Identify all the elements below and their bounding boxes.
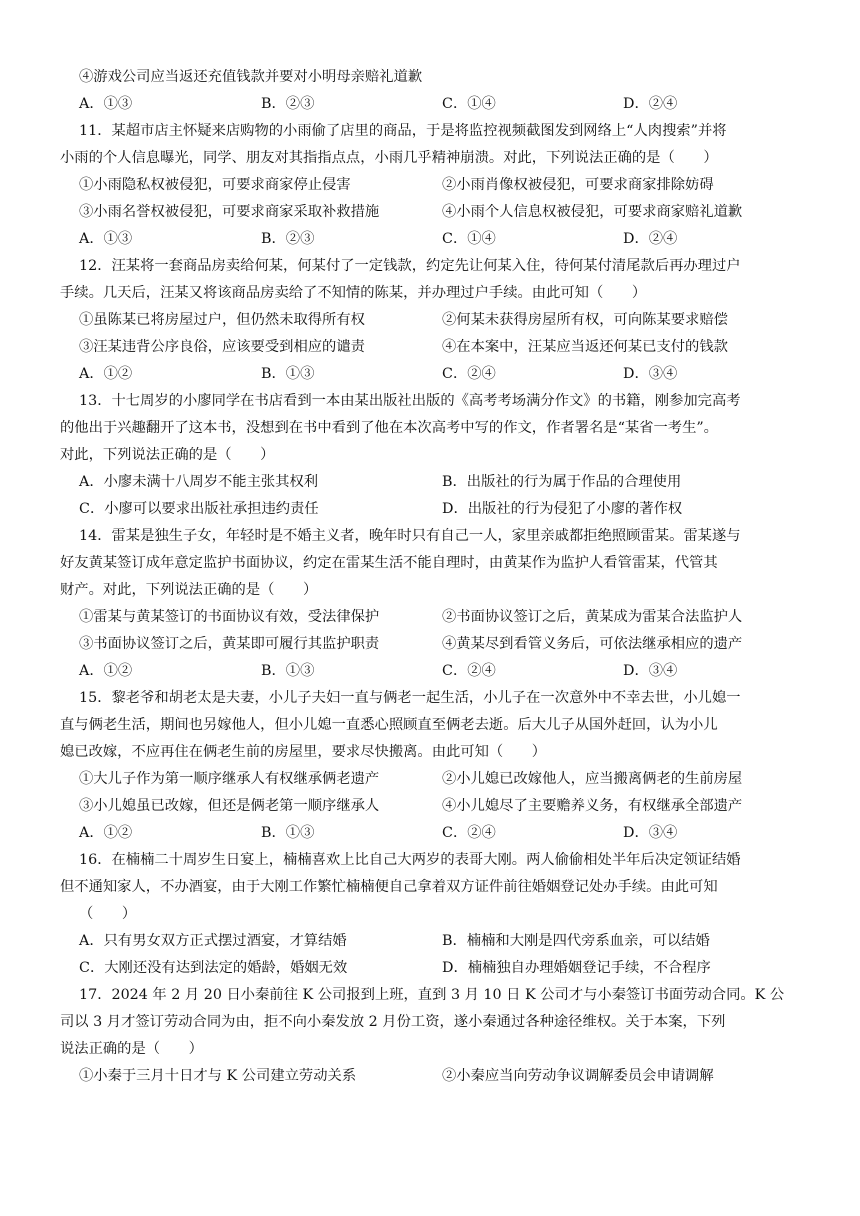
question-stem-continued: 说法正确的是（ ）	[60, 1041, 203, 1057]
answer-choices	[60, 820, 800, 847]
statement-pair	[60, 1063, 800, 1090]
answer-choice: D．②④	[623, 96, 678, 112]
question-stem-continued: 手续。几天后，汪某又将该商品房卖给了不知情的陈某，并办理过户手续。由此可知（ ）	[60, 285, 647, 301]
statement-pair	[60, 955, 800, 982]
answer-choice: D．③④	[623, 366, 678, 382]
answer-choice: A．①②	[79, 663, 133, 679]
answer-choice: A．①③	[79, 231, 133, 247]
answer-choice: A．①③	[79, 96, 133, 112]
answer-choice: C．①④	[442, 231, 496, 247]
question-stem: 16．在楠楠二十周岁生日宴上，楠楠喜欢上比自己大两岁的表哥大刚。两人偷偷相处半年后决定领证结婚	[79, 852, 741, 868]
answer-choice: B．①③	[261, 663, 315, 679]
answer-choice: C．①④	[442, 96, 496, 112]
question-stem: 13．十七周岁的小廖同学在书店看到一本由某出版社出版的《高考考场满分作文》的书籍，刚参加完高考	[79, 393, 741, 409]
answer-choice: D．③④	[623, 663, 678, 679]
statement-option: A．只有男女双方正式摆过酒宴，才算结婚	[79, 933, 347, 949]
statement-option: ③小雨名誉权被侵犯，可要求商家采取补救措施	[79, 204, 380, 220]
option-line: ④游戏公司应当返还充值钱款并要对小明母亲赔礼道歉	[79, 69, 423, 85]
statement-option: ②小儿媳已改嫁他人，应当搬离俩老的生前房屋	[442, 771, 743, 787]
statement-option: ③书面协议签订之后，黄某即可履行其监护职责	[79, 636, 380, 652]
answer-choice: A．①②	[79, 366, 133, 382]
statement-option: ③汪某违背公序良俗，应该要受到相应的谴责	[79, 339, 365, 355]
answer-choice: D．②④	[623, 231, 678, 247]
question-stem-continued: 小雨的个人信息曝光，同学、朋友对其指指点点，小雨几乎精神崩溃。对此，下列说法正确的是（ ）	[60, 150, 718, 166]
statement-option: ②何某未获得房屋所有权，可向陈某要求赔偿	[442, 312, 728, 328]
statement-option: ③小儿媳虽已改嫁，但还是俩老第一顺序继承人	[79, 798, 380, 814]
statement-option: B．楠楠和大刚是四代旁系血亲，可以结婚	[442, 933, 710, 949]
statement-option: A．小廖未满十八周岁不能主张其权利	[79, 474, 319, 490]
statement-pair	[60, 307, 800, 334]
answer-choices	[60, 658, 800, 685]
statement-pair	[60, 928, 800, 955]
answer-choice: B．①③	[261, 366, 315, 382]
statement-option: ④小雨个人信息权被侵犯，可要求商家赔礼道歉	[442, 204, 743, 220]
question-stem: 11．某超市店主怀疑来店购物的小雨偷了店里的商品，于是将监控视频截图发到网络上“人肉搜索”并将	[79, 123, 727, 139]
statement-pair	[60, 604, 800, 631]
statement-option: ②小雨肖像权被侵犯，可要求商家排除妨碍	[442, 177, 714, 193]
answer-choice: B．②③	[261, 96, 315, 112]
answer-choice: B．②③	[261, 231, 315, 247]
statement-pair	[60, 172, 800, 199]
statement-option: ①雷某与黄某签订的书面协议有效，受法律保护	[79, 609, 380, 625]
statement-option: D．出版社的行为侵犯了小廖的著作权	[442, 501, 683, 517]
question-stem-continued: 司以 3 月才签订劳动合同为由，拒不向小秦发放 2 月份工资，遂小秦通过各种途径维权。关于本案，下列	[60, 1014, 726, 1030]
answer-choices	[60, 226, 800, 253]
exam-page	[60, 64, 800, 1090]
answer-choices	[60, 361, 800, 388]
statement-pair	[60, 334, 800, 361]
statement-pair	[60, 469, 800, 496]
answer-choice: C．②④	[442, 366, 496, 382]
statement-option: ④在本案中，汪某应当返还何某已支付的钱款	[442, 339, 728, 355]
answer-choices	[60, 91, 800, 118]
statement-option: ②书面协议签订之后，黄某成为雷某合法监护人	[442, 609, 743, 625]
question-stem: 17．2024 年 2 月 20 日小秦前往 K 公司报到上班，直到 3 月 10 日 K 公司才与小秦签订书面劳动合同。K 公	[79, 987, 785, 1003]
question-stem: 12．汪某将一套商品房卖给何某，何某付了一定钱款，约定先让何某入住，待何某付清尾款后再办理过户	[79, 258, 741, 274]
statement-option: ①小雨隐私权被侵犯，可要求商家停止侵害	[79, 177, 351, 193]
question-stem-continued: 但不通知家人，不办酒宴，由于大刚工作繁忙楠楠便自己拿着双方证件前往婚姻登记处办手续。由此可知	[60, 879, 718, 895]
question-stem-continued: 对此，下列说法正确的是（ ）	[60, 447, 275, 463]
question-stem-continued: 直与俩老生活，期间也另嫁他人，但小儿媳一直悉心照顾直至俩老去逝。后大儿子从国外赶回，认为小儿	[60, 717, 718, 733]
answer-choice: D．③④	[623, 825, 678, 841]
statement-option: ①小秦于三月十日才与 K 公司建立劳动关系	[79, 1068, 357, 1084]
question-stem: 14．雷某是独生子女，年轻时是不婚主义者，晚年时只有自己一人，家里亲戚都拒绝照顾雷某。雷某遂与	[79, 528, 741, 544]
answer-choice: C．②④	[442, 825, 496, 841]
statement-pair	[60, 766, 800, 793]
statement-option: B．出版社的行为属于作品的合理使用	[442, 474, 682, 490]
answer-choice: B．①③	[261, 825, 315, 841]
statement-option: D．楠楠独自办理婚姻登记手续，不合程序	[442, 960, 711, 976]
statement-option: ①大儿子作为第一顺序继承人有权继承俩老遗产	[79, 771, 380, 787]
answer-choice: C．②④	[442, 663, 496, 679]
statement-pair	[60, 496, 800, 523]
statement-option: C．大刚还没有达到法定的婚龄，婚姻无效	[79, 960, 348, 976]
statement-pair	[60, 631, 800, 658]
statement-option: ④黄某尽到看管义务后，可依法继承相应的遗产	[442, 636, 743, 652]
statement-pair	[60, 793, 800, 820]
answer-choice: A．①②	[79, 825, 133, 841]
question-stem: 15．黎老爷和胡老太是夫妻，小儿子夫妇一直与俩老一起生活，小儿子在一次意外中不幸去世，小儿媳一	[79, 690, 741, 706]
statement-option: C．小廖可以要求出版社承担违约责任	[79, 501, 319, 517]
statement-pair	[60, 199, 800, 226]
question-stem-continued: 的他出于兴趣翻开了这本书，没想到在书中看到了他在本次高考中写的作文，作者署名是“某省一考生”。	[60, 420, 718, 436]
statement-option: ④小儿媳尽了主要赡养义务，有权继承全部遗产	[442, 798, 743, 814]
question-stem-continued: 财产。对此，下列说法正确的是（ ）	[60, 582, 318, 598]
question-stem-continued: 媳已改嫁，不应再住在俩老生前的房屋里，要求尽快搬离。由此可知（ ）	[60, 744, 547, 760]
question-stem-continued: 好友黄某签订成年意定监护书面协议，约定在雷某生活不能自理时，由黄某作为监护人看管雷某，代管其	[60, 555, 718, 571]
statement-option: ②小秦应当向劳动争议调解委员会申请调解	[442, 1068, 714, 1084]
statement-option: ①虽陈某已将房屋过户，但仍然未取得所有权	[79, 312, 365, 328]
question-stem: （ ）	[79, 906, 137, 922]
